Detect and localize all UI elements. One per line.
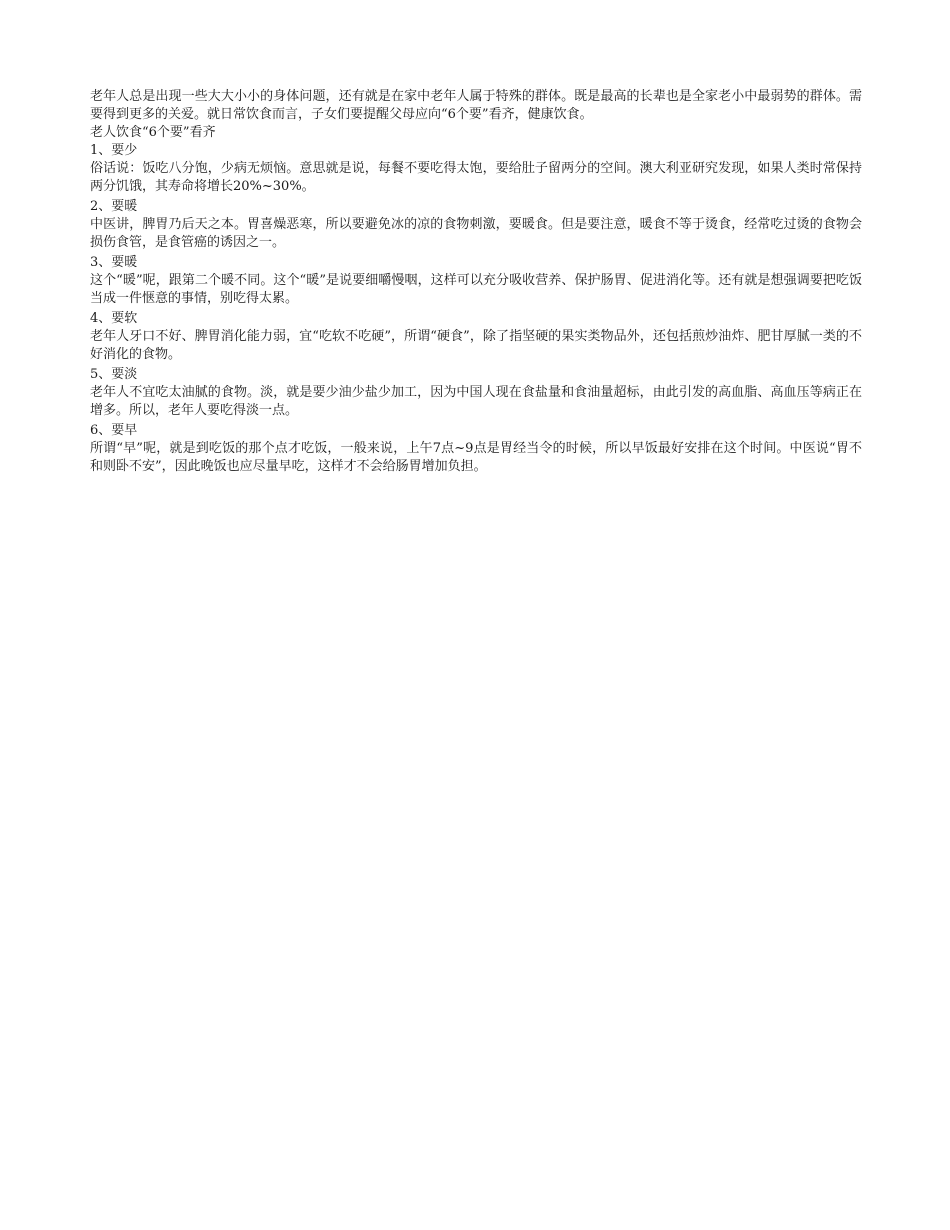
section-1 <box>90 142 862 196</box>
section-3 <box>90 254 862 308</box>
section-6 <box>90 422 862 476</box>
document-page <box>90 88 862 478</box>
section-5 <box>90 366 862 420</box>
section-heading: 2、要暖 <box>90 199 138 214</box>
intro-paragraph: 老年人总是出现一些大大小小的身体问题，还有就是在家中老年人属于特殊的群体。既是最高的长辈也是全家老小中最弱势的群体。需要得到更多的关爱。就日常饮食而言，子女们要提醒父母应向“6个要”看齐，健康饮食。 <box>90 89 862 122</box>
section-body: 这个“暖”呢，跟第二个暖不同。这个“暖”是说要细嚼慢咽，这样可以充分吸收营养、保护肠胃、促进消化等。还有就是想强调要把吃饭当成一件惬意的事情，别吃得太累。 <box>90 273 862 306</box>
section-body: 所谓“早”呢，就是到吃饭的那个点才吃饭，一般来说，上午7点~9点是胃经当令的时候，所以早饭最好安排在这个时间。中医说“胃不和则卧不安”，因此晚饭也应尽量早吃，这样才不会给肠胃增加负担。 <box>90 441 862 474</box>
section-body: 俗话说：饭吃八分饱，少病无烦恼。意思就是说，每餐不要吃得太饱，要给肚子留两分的空间。澳大利亚研究发现，如果人类时常保持两分饥饿，其寿命将增长20%~30%。 <box>90 161 862 194</box>
section-body: 老年人不宜吃太油腻的食物。淡，就是要少油少盐少加工，因为中国人现在食盐量和食油量超标，由此引发的高血脂、高血压等病正在增多。所以，老年人要吃得淡一点。 <box>90 385 862 418</box>
section-heading: 1、要少 <box>90 143 138 158</box>
section-heading: 6、要早 <box>90 423 138 438</box>
section-heading: 5、要淡 <box>90 367 138 382</box>
section-2 <box>90 198 862 252</box>
section-heading: 4、要软 <box>90 311 138 326</box>
section-heading: 3、要暖 <box>90 255 138 270</box>
section-body: 中医讲，脾胃乃后天之本。胃喜燥恶寒，所以要避免冰的凉的食物刺激，要暖食。但是要注意，暖食不等于烫食，经常吃过烫的食物会损伤食管，是食管癌的诱因之一。 <box>90 217 862 250</box>
article-title: 老人饮食“6个要”看齐 <box>90 125 216 140</box>
section-4 <box>90 310 862 364</box>
section-body: 老年人牙口不好、脾胃消化能力弱，宜“吃软不吃硬”，所谓“硬食”，除了指坚硬的果实类物品外，还包括煎炒油炸、肥甘厚腻一类的不好消化的食物。 <box>90 329 862 362</box>
